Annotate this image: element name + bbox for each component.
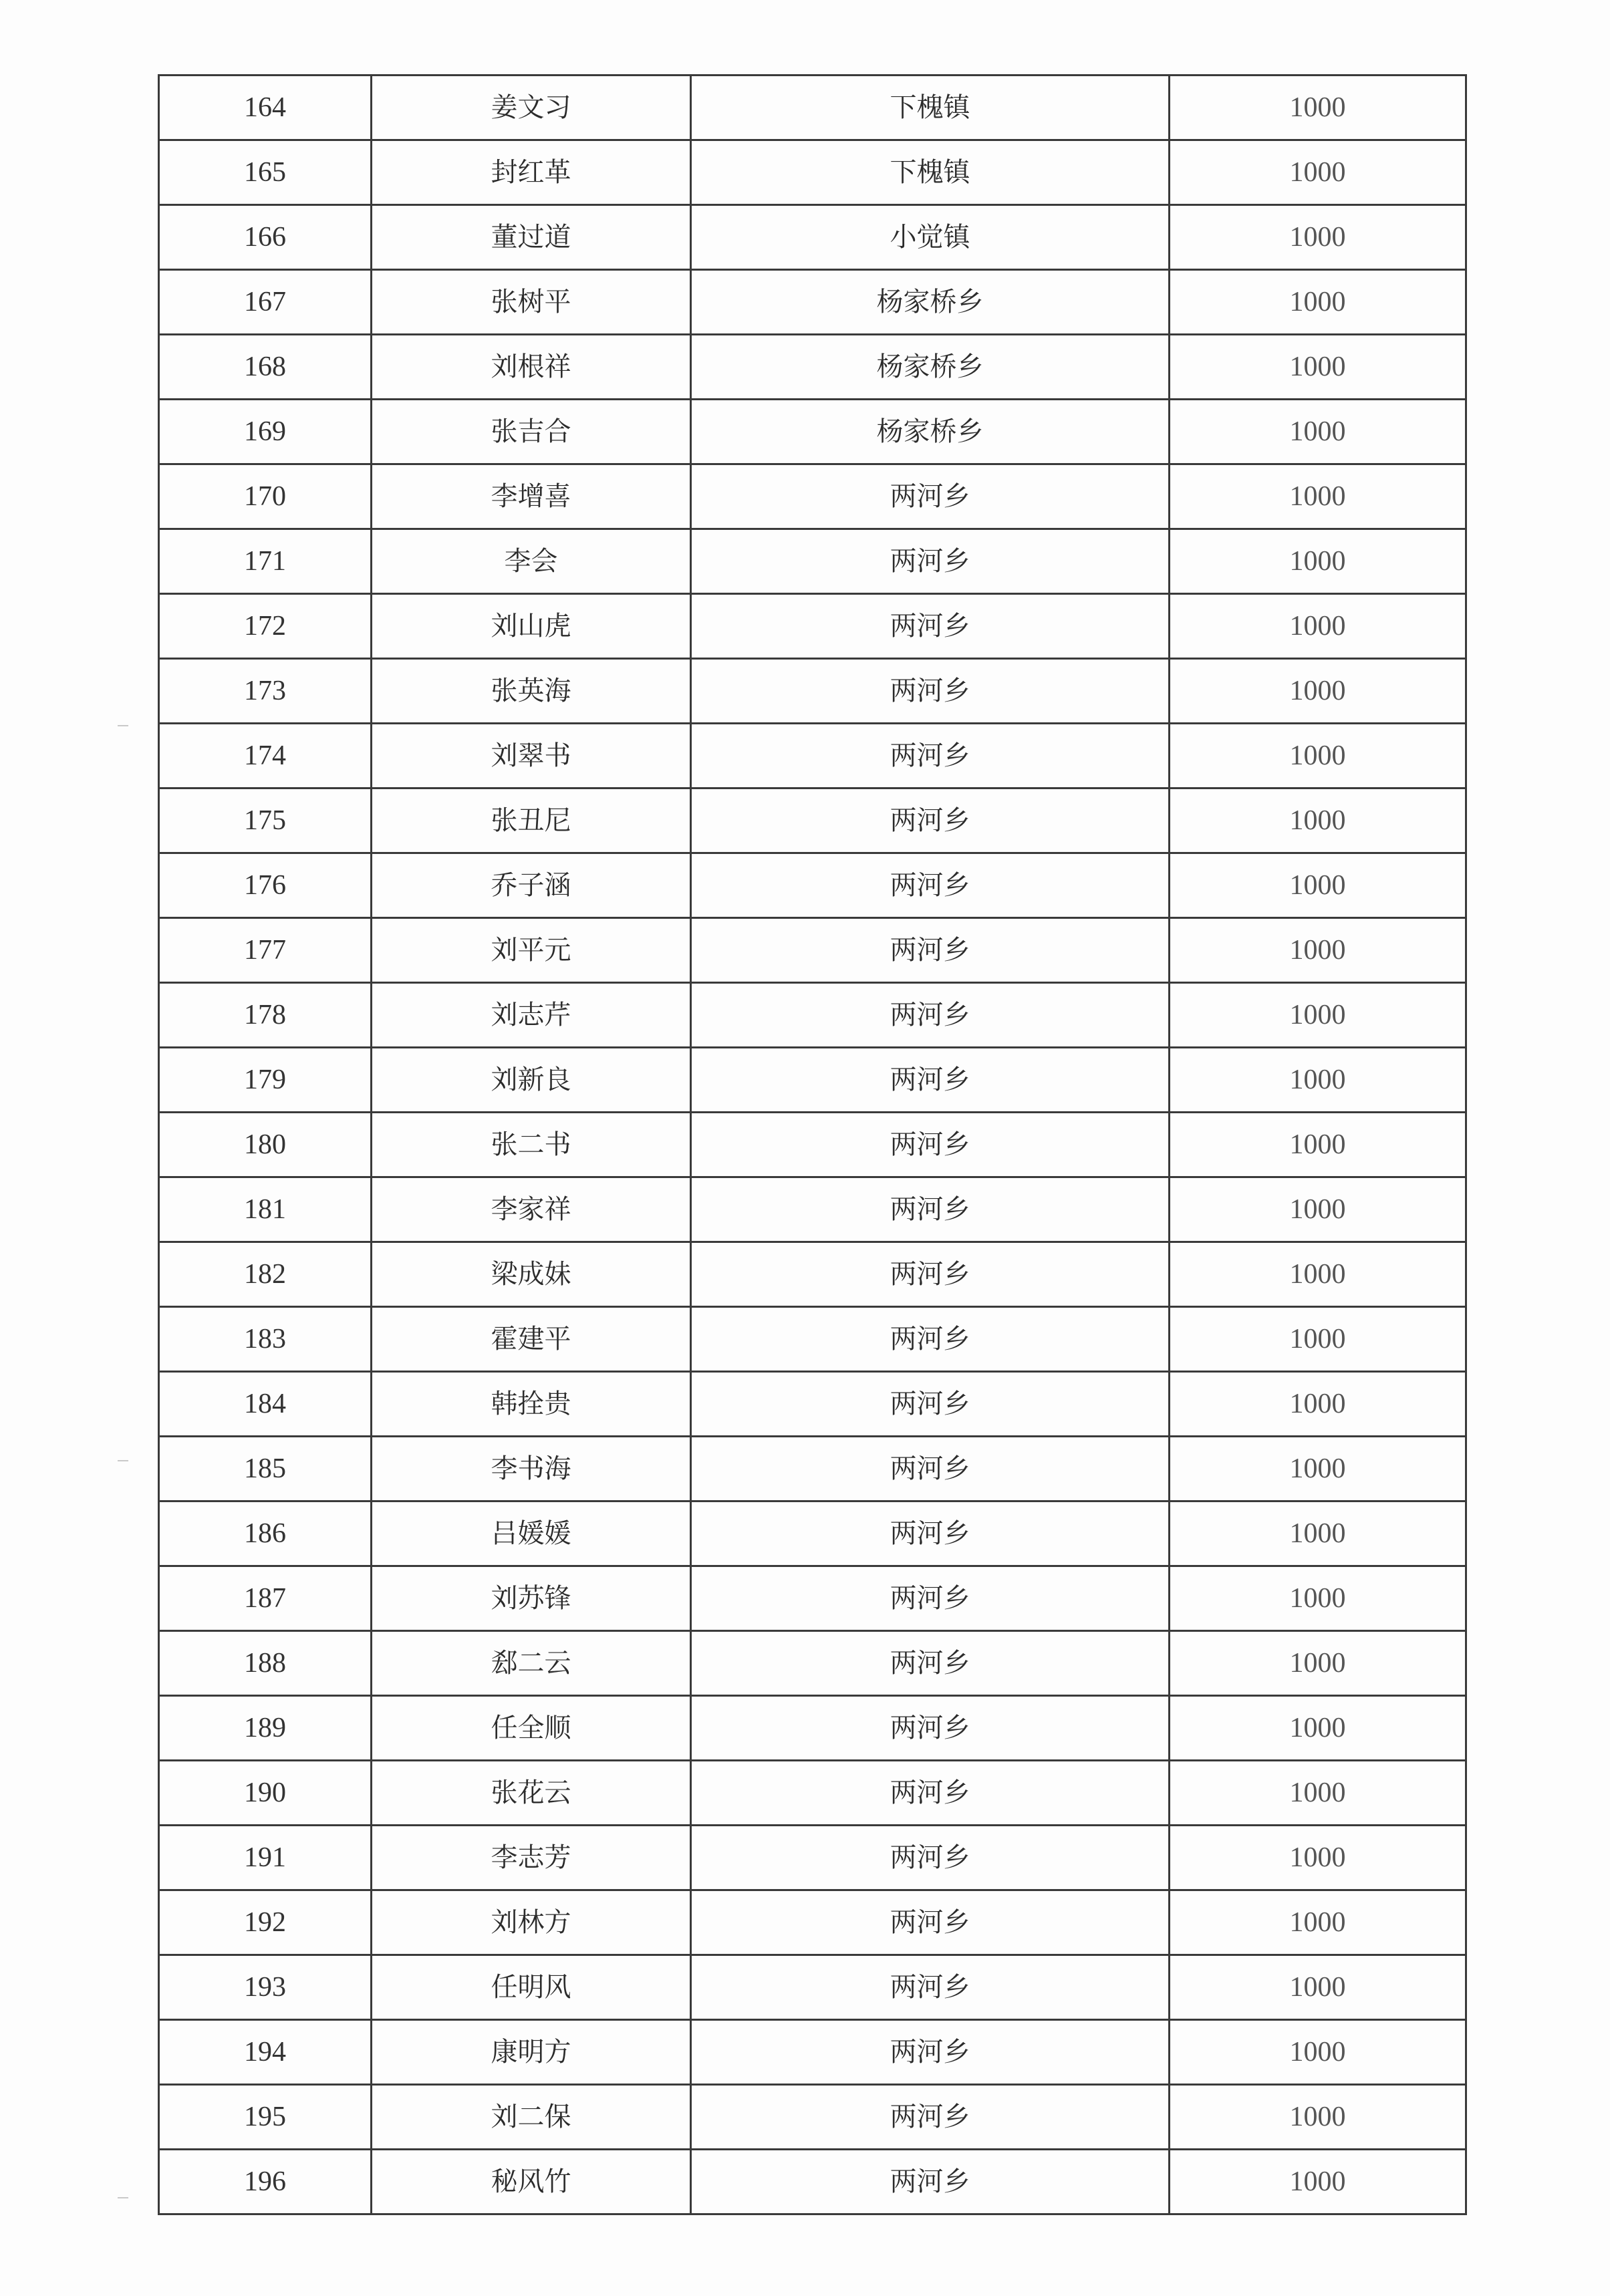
township: 杨家桥乡 [691,335,1170,400]
person-name: 张二书 [372,1113,691,1177]
township: 两河乡 [691,1890,1170,1955]
table-row [159,1890,1466,1955]
township: 两河乡 [691,1177,1170,1242]
person-name: 韩拴贵 [372,1372,691,1437]
township: 两河乡 [691,1242,1170,1307]
row-number: 195 [159,2085,372,2150]
township: 两河乡 [691,724,1170,788]
amount: 1000 [1170,2020,1466,2085]
table-row [159,1826,1466,1890]
amount: 1000 [1170,1890,1466,1955]
person-name: 霍建平 [372,1307,691,1372]
row-number: 171 [159,529,372,594]
amount: 1000 [1170,788,1466,853]
scan-mark [118,725,128,726]
table-row [159,270,1466,335]
table-row [159,1372,1466,1437]
table-row [159,1113,1466,1177]
row-number: 193 [159,1955,372,2020]
scan-mark [118,1460,128,1461]
row-number: 178 [159,983,372,1048]
table-row [159,983,1466,1048]
row-number: 164 [159,76,372,140]
township: 两河乡 [691,1501,1170,1566]
amount: 1000 [1170,1501,1466,1566]
amount: 1000 [1170,1437,1466,1501]
amount: 1000 [1170,76,1466,140]
township: 杨家桥乡 [691,400,1170,464]
amount: 1000 [1170,1631,1466,1696]
amount: 1000 [1170,1955,1466,2020]
amount: 1000 [1170,1826,1466,1890]
person-name: 李会 [372,529,691,594]
row-number: 190 [159,1761,372,1826]
table-row [159,659,1466,724]
person-name: 刘志芹 [372,983,691,1048]
amount: 1000 [1170,724,1466,788]
row-number: 196 [159,2150,372,2214]
amount: 1000 [1170,594,1466,659]
row-number: 176 [159,853,372,918]
row-number: 177 [159,918,372,983]
person-name: 梁成妹 [372,1242,691,1307]
row-number: 182 [159,1242,372,1307]
amount: 1000 [1170,205,1466,270]
township: 两河乡 [691,983,1170,1048]
person-name: 张吉合 [372,400,691,464]
township: 两河乡 [691,529,1170,594]
township: 小觉镇 [691,205,1170,270]
table-row [159,1631,1466,1696]
amount: 1000 [1170,983,1466,1048]
row-number: 184 [159,1372,372,1437]
amount: 1000 [1170,464,1466,529]
township: 两河乡 [691,853,1170,918]
row-number: 168 [159,335,372,400]
table-row [159,724,1466,788]
row-number: 173 [159,659,372,724]
table-row [159,594,1466,659]
person-name: 张英海 [372,659,691,724]
person-name: 刘二保 [372,2085,691,2150]
township: 两河乡 [691,1566,1170,1631]
table-row [159,335,1466,400]
row-number: 169 [159,400,372,464]
person-name: 任全顺 [372,1696,691,1761]
person-name: 刘平元 [372,918,691,983]
township: 两河乡 [691,1826,1170,1890]
person-name: 康明方 [372,2020,691,2085]
person-name: 封红革 [372,140,691,205]
amount: 1000 [1170,659,1466,724]
person-name: 刘根祥 [372,335,691,400]
amount: 1000 [1170,1242,1466,1307]
amount: 1000 [1170,2150,1466,2214]
amount: 1000 [1170,270,1466,335]
township: 两河乡 [691,659,1170,724]
person-name: 刘新良 [372,1048,691,1113]
township: 两河乡 [691,2150,1170,2214]
person-name: 刘林方 [372,1890,691,1955]
person-name: 吕媛媛 [372,1501,691,1566]
township: 两河乡 [691,918,1170,983]
person-name: 李增喜 [372,464,691,529]
row-number: 175 [159,788,372,853]
scan-mark [118,2197,128,2198]
amount: 1000 [1170,1372,1466,1437]
amount: 1000 [1170,335,1466,400]
township: 杨家桥乡 [691,270,1170,335]
table-row [159,1501,1466,1566]
row-number: 186 [159,1501,372,1566]
township: 两河乡 [691,2085,1170,2150]
row-number: 185 [159,1437,372,1501]
person-name: 张树平 [372,270,691,335]
table-row [159,2085,1466,2150]
person-name: 秘风竹 [372,2150,691,2214]
amount: 1000 [1170,853,1466,918]
row-number: 174 [159,724,372,788]
row-number: 189 [159,1696,372,1761]
person-name: 李家祥 [372,1177,691,1242]
table-row [159,1307,1466,1372]
table-row [159,1177,1466,1242]
roster-body [159,76,1466,2214]
township: 两河乡 [691,1307,1170,1372]
row-number: 194 [159,2020,372,2085]
table-row [159,853,1466,918]
amount: 1000 [1170,1113,1466,1177]
township: 两河乡 [691,594,1170,659]
person-name: 刘山虎 [372,594,691,659]
table-row [159,1048,1466,1113]
row-number: 167 [159,270,372,335]
table-row [159,76,1466,140]
amount: 1000 [1170,2085,1466,2150]
person-name: 李书海 [372,1437,691,1501]
amount: 1000 [1170,400,1466,464]
amount: 1000 [1170,1696,1466,1761]
table-row [159,1242,1466,1307]
table-row [159,400,1466,464]
row-number: 166 [159,205,372,270]
table-row [159,1955,1466,2020]
person-name: 姜文习 [372,76,691,140]
township: 两河乡 [691,2020,1170,2085]
amount: 1000 [1170,529,1466,594]
row-number: 187 [159,1566,372,1631]
row-number: 191 [159,1826,372,1890]
township: 两河乡 [691,1696,1170,1761]
amount: 1000 [1170,1177,1466,1242]
table-row [159,529,1466,594]
township: 两河乡 [691,1372,1170,1437]
person-name: 乔子涵 [372,853,691,918]
person-name: 张丑尼 [372,788,691,853]
table-row [159,2020,1466,2085]
person-name: 刘翠书 [372,724,691,788]
township: 两河乡 [691,464,1170,529]
township: 两河乡 [691,1437,1170,1501]
amount: 1000 [1170,140,1466,205]
table-row [159,464,1466,529]
township: 两河乡 [691,788,1170,853]
person-name: 郄二云 [372,1631,691,1696]
township: 下槐镇 [691,140,1170,205]
township: 下槐镇 [691,76,1170,140]
table-row [159,1696,1466,1761]
table-row [159,1566,1466,1631]
person-name: 刘苏锋 [372,1566,691,1631]
person-name: 张花云 [372,1761,691,1826]
amount: 1000 [1170,1761,1466,1826]
row-number: 172 [159,594,372,659]
row-number: 180 [159,1113,372,1177]
row-number: 192 [159,1890,372,1955]
table-row [159,140,1466,205]
township: 两河乡 [691,1113,1170,1177]
table-row [159,205,1466,270]
township: 两河乡 [691,1048,1170,1113]
amount: 1000 [1170,1048,1466,1113]
person-name: 任明风 [372,1955,691,2020]
person-name: 董过道 [372,205,691,270]
roster-table [158,74,1467,2215]
row-number: 165 [159,140,372,205]
row-number: 181 [159,1177,372,1242]
table-row [159,1437,1466,1501]
table-row [159,788,1466,853]
table-row [159,2150,1466,2214]
row-number: 170 [159,464,372,529]
township: 两河乡 [691,1955,1170,2020]
township: 两河乡 [691,1631,1170,1696]
township: 两河乡 [691,1761,1170,1826]
table-row [159,1761,1466,1826]
amount: 1000 [1170,1307,1466,1372]
row-number: 179 [159,1048,372,1113]
row-number: 183 [159,1307,372,1372]
amount: 1000 [1170,1566,1466,1631]
person-name: 李志芳 [372,1826,691,1890]
table-row [159,918,1466,983]
amount: 1000 [1170,918,1466,983]
row-number: 188 [159,1631,372,1696]
